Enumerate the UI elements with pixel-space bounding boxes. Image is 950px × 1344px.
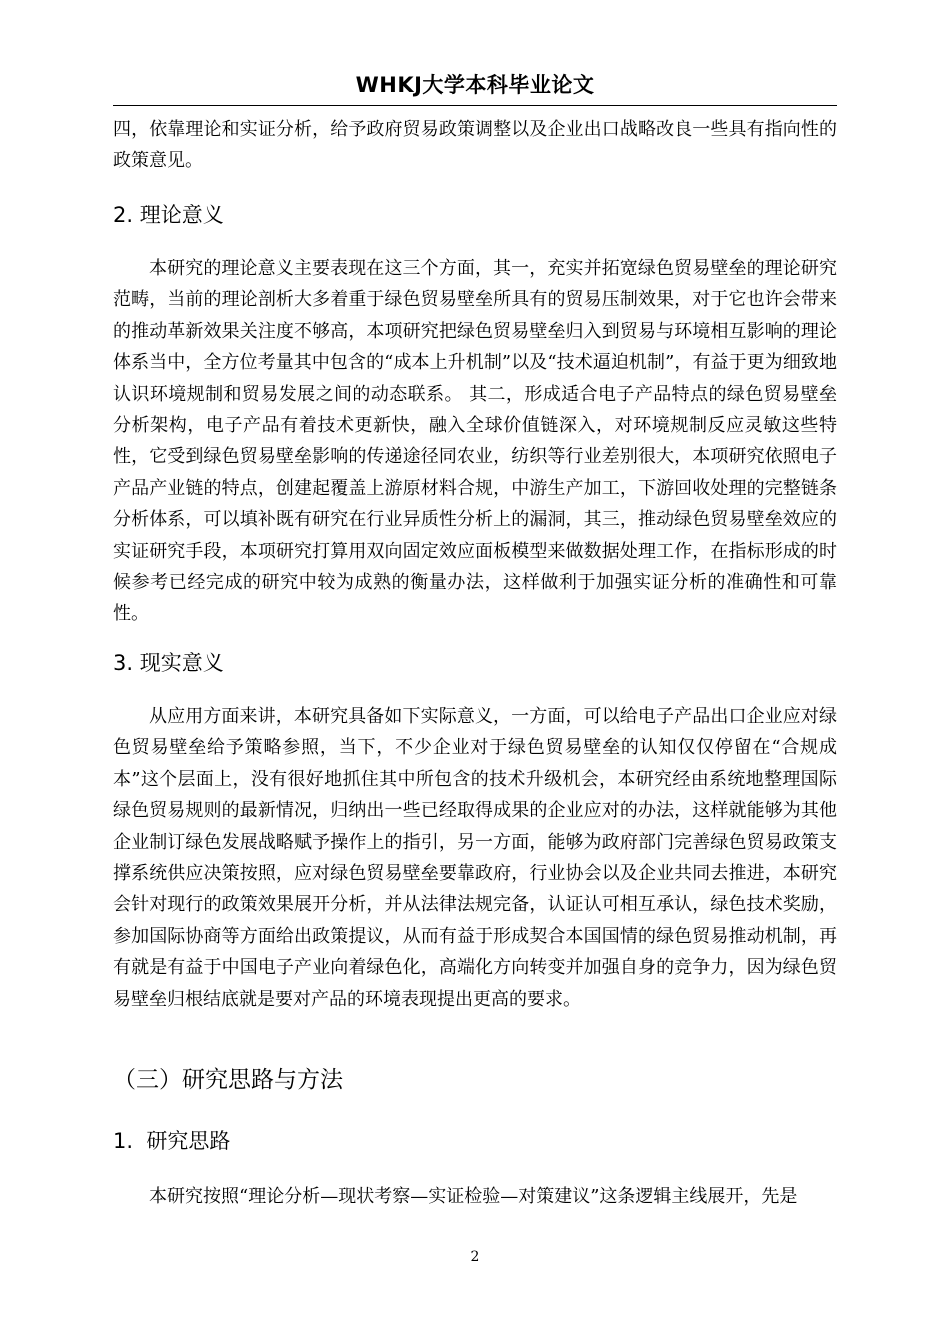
section-heading-practical: 3. 现实意义 — [113, 651, 224, 675]
chapter-heading-method: （三）研究思路与方法 — [113, 1067, 343, 1093]
paragraph-approach: 本研究按照“理论分析—现状考察—实证检验—对策建议”这条逻辑主线展开，先是 — [149, 1186, 798, 1207]
page-number: 2 — [470, 1249, 480, 1265]
page-header: WHKJ大学本科毕业论文 — [355, 73, 595, 97]
subsection-heading-approach: 1. 研究思路 — [113, 1129, 231, 1153]
paragraph-practical: 从应用方面来讲，本研究具备如下实际意义，一方面，可以给电子产品出口企业应对绿色贸易壁垒给予策略参照，当下，不少企业对于绿色贸易壁垒的认知仅仅停留在“合规成本”这个层面上，没有很好地抓住其中所包含的技术升级机会，本研究经由系统地整理国际绿色贸易规则的最新情况，归纳出一些已经取得成果的企业应对的办法，这样就能够为其他企业制订绿色发展战略赋予操作上的指引，另一方面，能够为政府部门完善绿色贸易政策支撑系统供应决策按照，应对绿色贸易壁垒要靠政府，行业协会以及企业共同去推进，本研究会针对现行的政策效果展开分析，并从法律法规完备，认证认可相互承认，绿色技术奖励，参加国际协商等方面给出政策提议，从而有益于形成契合本国国情的绿色贸易推动机制，再有就是有益于中国电子产业向着绿色化，高端化方向转变并加强自身的竞争力，因为绿色贸易壁垒归根结底就是要对产品的环境表现提出更高的要求。 — [113, 706, 837, 1010]
section-heading-theory: 2. 理论意义 — [113, 203, 224, 227]
paragraph-theory: 本研究的理论意义主要表现在这三个方面，其一，充实并拓宽绿色贸易壁垒的理论研究范畴，当前的理论剖析大多着重于绿色贸易壁垒所具有的贸易压制效果，对于它也许会带来的推动革新效果关注度不够高，本项研究把绿色贸易壁垒归入到贸易与环境相互影响的理论体系当中，全方位考量其中包含的“成本上升机制”以及“技术逼迫机制”，有益于更为细致地认识环境规制和贸易发展之间的动态联系。 其二，形成适合电子产品特点的绿色贸易壁垒分析架构，电子产品有着技术更新快，融入全球价值链深入，对环境规制反应灵敏这些特性，它受到绿色贸易壁垒影响的传递途径同农业，纺织等行业差别很大，本项研究依照电子产品产业链的特点，创建起覆盖上游原材料合规，中游生产加工，下游回收处理的完整链条分析体系，可以填补既有研究在行业异质性分析上的漏洞，其三，推动绿色贸易壁垒效应的实证研究手段，本项研究打算用双向固定效应面板模型来做数据处理工作，在指标形成的时候参考已经完成的研究中较为成熟的衡量办法，这样做利于加强实证分析的准确性和可靠性。 — [113, 258, 837, 625]
header-divider — [113, 105, 837, 106]
intro-paragraph: 四，依靠理论和实证分析，给予政府贸易政策调整以及企业出口战略改良一些具有指向性的政策意见。 — [113, 119, 837, 172]
